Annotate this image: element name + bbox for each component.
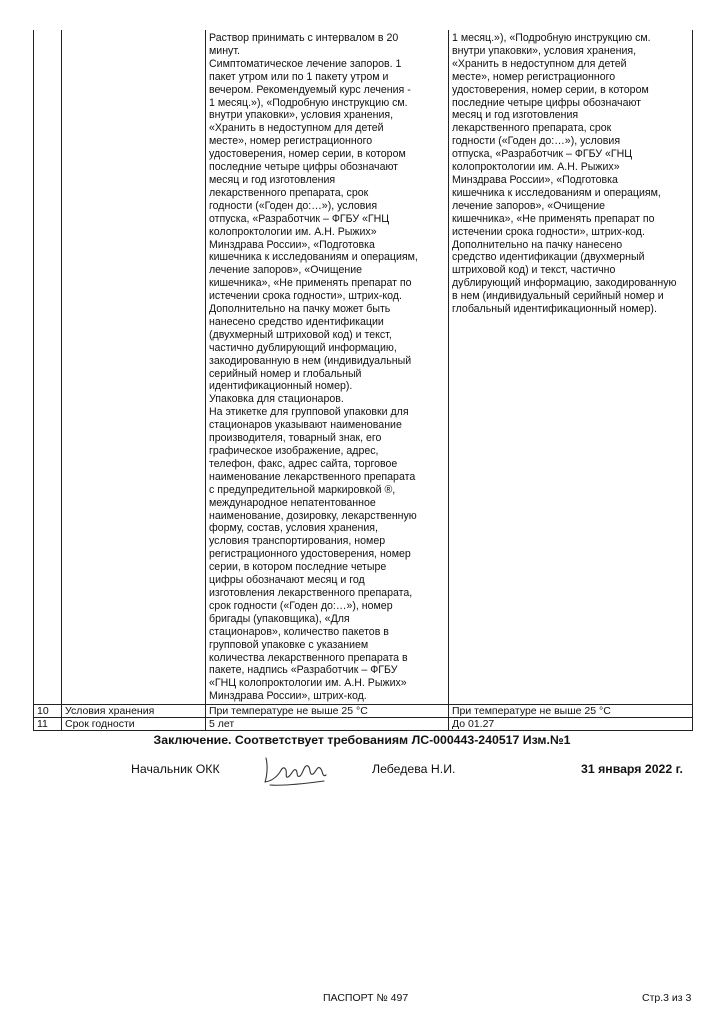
page-number: Стр.3 из 3 [642,992,692,1004]
specification-cell: Раствор принимать с интервалом в 20 минут. Симптоматическое лечение запоров. 1 пакет утром или по 1 пакету утром и вечером. Рекомендуемый курс лечения - 1 месяц.»), «Подробную инструкцию см. внутри упаковки», условия хранения, «Хранить в недоступном для детей месте», номер регистрационного удостоверения, номер серии, в котором последние четыре цифры обозначают месяц и год изготовления лекарственного препарата, срок годности («Годен до:…»), условия отпуска, «Разработчик – ФГБУ «ГНЦ колопроктологии им. А.Н. Рыжих» Минздрава России», «Подготовка кишечника к исследованиям и операциям, лечение запоров», «Очищение кишечника», «Не применять препарат по истечении срока годности», штрих-код. Дополнительно на пачку может быть нанесено средство идентификации (двухмерный штриховой код) и текст, частично дублирующий информацию, закодированную в нем (индивидуальный серийный номер и глобальный идентификационный номер). Упаковка для стационаров. На этикетке для групповой упаковки для стационаров указывают наименование производителя, товарный знак, его графическое изображение, адрес, телефон, факс, адрес сайта, торговое наименование лекарственного препарата с предупредительной маркировкой ®, международное непатентованное наименование, дозировку, лекарственную форму, состав, условия хранения, условия транспортирования, номер регистрационного удостоверения, номер серии, в котором последние четыре цифры обозначают месяц и год изготовления лекарственного препарата, срок годности («Годен до:…»), номер бригады (упаковщика), «Для стационаров», количество пакетов в групповой упаковке с указанием количества лекарственного препарата в пакете, надпись «Разработчик – ФГБУ «ГНЦ колопроктологии им. А.Н. Рыжих» Минздрава России», штрих-код. [206,30,449,705]
handwritten-signature [262,748,330,790]
specification-cell: При температуре не выше 25 °С [206,705,449,718]
result-cell: 1 месяц.»), «Подробную инструкцию см. внутри упаковки», условия хранения, «Хранить в недоступном для детей месте», номер регистрационного удостоверения, номер серии, в котором последние четыре цифры обозначают месяц и год изготовления лекарственного препарата, срок годности («Годен до:…»), условия отпуска, «Разработчик – ФГБУ «ГНЦ колопроктологии им. А.Н. Рыжих» Минздрава России», «Подготовка кишечника к исследованиям и операциям, лечение запоров», «Очищение кишечника», «Не применять препарат по истечении срока годности», штрих-код. Дополнительно на пачку нанесено средство идентификации (двухмерный штриховой код) и текст, частично дублирующий информацию, закодированную в нем (индивидуальный серийный номер и глобальный идентификационный номер). [449,30,693,705]
conclusion-text: Заключение. Соответствует требованиям ЛС-000443-240517 Изм.№1 [153,733,571,747]
signer-position: Начальник ОКК [131,762,220,776]
specification-cell: 5 лет [206,718,449,731]
row-name-cell: Срок годности [62,718,206,731]
row-name-cell: Условия хранения [62,705,206,718]
results-table [33,30,693,731]
result-cell: При температуре не выше 25 °С [449,705,693,718]
row-number-cell [34,30,62,705]
row-name-cell [62,30,206,705]
passport-number: ПАСПОРТ № 497 [323,992,409,1004]
table-row [34,718,693,731]
signer-name: Лебедева Н.И. [372,762,456,776]
row-number-cell: 10 [34,705,62,718]
signature-date: 31 января 2022 г. [581,762,683,776]
table-row [34,705,693,718]
result-cell: До 01.27 [449,718,693,731]
table-row [34,30,693,705]
row-number-cell: 11 [34,718,62,731]
